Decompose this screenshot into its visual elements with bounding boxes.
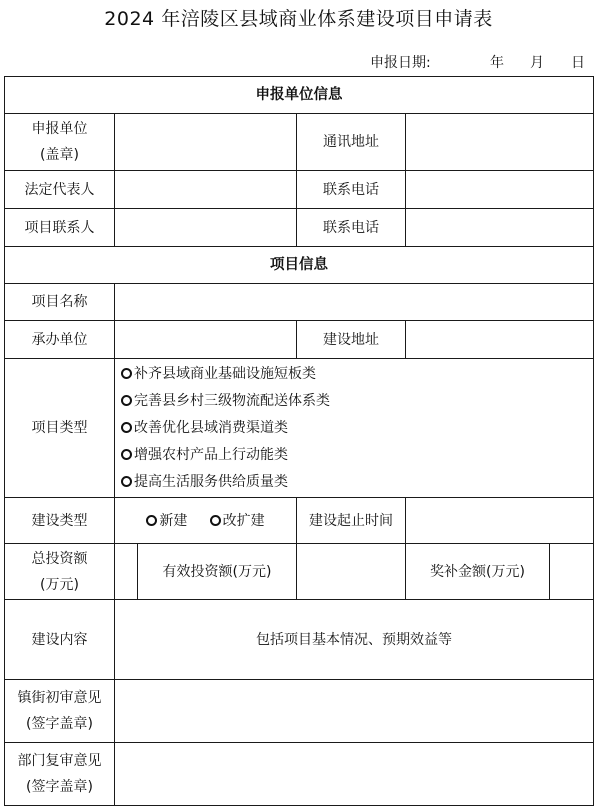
radio-icon[interactable] (121, 368, 132, 379)
total-invest-label-line2: (万元) (40, 576, 79, 593)
applicant-label-line2: (盖章) (40, 147, 79, 163)
project-name-label: 项目名称 (5, 284, 115, 321)
town-review-field[interactable] (115, 680, 594, 743)
project-type-option-label: 补齐县域商业基础设施短板类 (134, 365, 316, 382)
legal-rep-field[interactable] (115, 171, 297, 209)
dept-review-label-line1: 部门复审意见 (17, 753, 102, 769)
build-type-options (115, 498, 297, 544)
undertaker-field[interactable] (115, 321, 297, 359)
town-review-label-line1: 镇街初审意见 (17, 690, 102, 706)
address-field[interactable] (406, 114, 594, 171)
radio-icon[interactable] (121, 422, 132, 433)
project-type-option[interactable] (121, 442, 590, 469)
date-month-label: 月 (530, 55, 544, 71)
build-period-label: 建设起止时间 (297, 498, 406, 544)
radio-icon[interactable] (121, 395, 132, 406)
date-row (0, 52, 597, 72)
application-form-table (4, 76, 594, 806)
project-name-field[interactable] (115, 284, 594, 321)
radio-icon[interactable] (121, 476, 132, 487)
build-type-expand-label: 改扩建 (222, 512, 265, 529)
contact-field[interactable] (115, 209, 297, 247)
project-type-option-label: 增强农村产品上行动能类 (134, 446, 288, 463)
content-label: 建设内容 (5, 600, 115, 680)
subsidy-field[interactable] (550, 544, 594, 600)
effective-invest-field[interactable] (297, 544, 406, 600)
project-type-option[interactable] (121, 361, 590, 388)
town-review-label (5, 680, 115, 743)
legal-rep-label: 法定代表人 (5, 171, 115, 209)
dept-review-label (5, 743, 115, 806)
radio-icon[interactable] (210, 515, 221, 526)
phone-label-2: 联系电话 (297, 209, 406, 247)
build-address-field[interactable] (406, 321, 594, 359)
phone-field-2[interactable] (406, 209, 594, 247)
total-invest-label (5, 544, 115, 600)
undertaker-label: 承办单位 (5, 321, 115, 359)
subsidy-label: 奖补金额(万元) (406, 544, 550, 600)
total-invest-label-line1: 总投资额 (31, 550, 88, 567)
date-label: 申报日期: (370, 55, 431, 71)
dept-review-field[interactable] (115, 743, 594, 806)
build-type-new[interactable] (146, 513, 187, 529)
form-title: 2024 年涪陵区县域商业体系建设项目申请表 (104, 8, 493, 30)
project-type-option-label: 改善优化县域消费渠道类 (134, 419, 288, 436)
build-type-label: 建设类型 (5, 498, 115, 544)
applicant-field[interactable] (115, 114, 297, 171)
build-address-label: 建设地址 (297, 321, 406, 359)
content-field[interactable]: 包括项目基本情况、预期效益等 (115, 600, 594, 680)
section-project-info: 项目信息 (5, 247, 594, 284)
address-label: 通讯地址 (297, 114, 406, 171)
section-unit-info: 申报单位信息 (5, 77, 594, 114)
build-period-field[interactable] (406, 498, 594, 544)
project-type-option-label: 提高生活服务供给质量类 (134, 473, 288, 490)
date-year-label: 年 (490, 55, 504, 71)
applicant-label (5, 114, 115, 171)
contact-label: 项目联系人 (5, 209, 115, 247)
dept-review-label-line2: (签字盖章) (26, 779, 93, 795)
project-type-option[interactable] (121, 388, 590, 415)
phone-label-1: 联系电话 (297, 171, 406, 209)
project-type-option[interactable] (121, 469, 590, 496)
phone-field-1[interactable] (406, 171, 594, 209)
applicant-label-line1: 申报单位 (31, 121, 88, 137)
project-type-option-label: 完善县乡村三级物流配送体系类 (134, 392, 330, 409)
total-invest-field[interactable] (115, 544, 138, 600)
effective-invest-label: 有效投资额(万元) (138, 544, 297, 600)
project-type-label: 项目类型 (5, 359, 115, 498)
project-type-options (115, 359, 594, 498)
town-review-label-line2: (签字盖章) (26, 716, 93, 732)
build-type-new-label: 新建 (159, 512, 188, 529)
build-type-expand[interactable] (210, 513, 265, 529)
project-type-option[interactable] (121, 415, 590, 442)
date-day-label: 日 (571, 55, 585, 71)
radio-icon[interactable] (146, 515, 157, 526)
radio-icon[interactable] (121, 449, 132, 460)
